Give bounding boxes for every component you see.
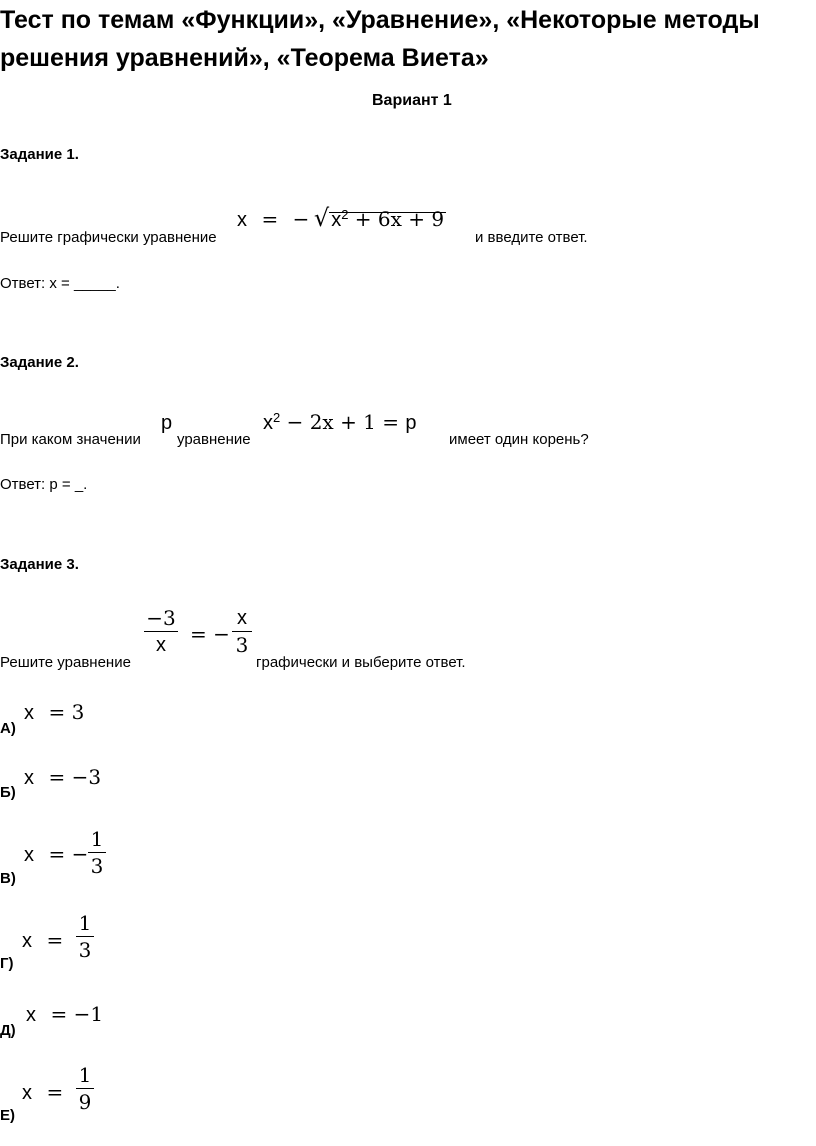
option-c-equation: x = − bbox=[24, 842, 89, 866]
option-d-label: Г) bbox=[0, 955, 14, 972]
option-a-equation: x = 3 bbox=[24, 700, 85, 724]
radicand: $x^2 + 6x + 9$ bbox=[331, 207, 445, 231]
task-1-equation bbox=[237, 204, 446, 234]
option-b-label: Б) bbox=[0, 784, 16, 801]
task-3-text-before: Решите уравнение bbox=[0, 654, 131, 671]
task-3-heading: Задание 3. bbox=[0, 556, 79, 573]
option-b-equation: x = −3 bbox=[24, 765, 102, 789]
task-2-equation: $x^2 - 2x + 1 = p$ bbox=[263, 410, 417, 434]
task-3-left-fraction: −3 x bbox=[144, 607, 178, 656]
task-1-heading: Задание 1. bbox=[0, 146, 79, 163]
eq-lhs: x bbox=[237, 209, 247, 231]
page-title-line-1: Тест по темам «Функции», «Уравнение», «Некоторые методы bbox=[0, 6, 760, 34]
option-d-fraction: 1 3 bbox=[76, 912, 94, 961]
option-c-fraction: 1 3 bbox=[88, 828, 106, 877]
variant-heading: Вариант 1 bbox=[372, 92, 452, 109]
option-c-label: В) bbox=[0, 870, 16, 887]
task-2-text-3: имеет один корень? bbox=[449, 431, 589, 448]
task-2-text-1: При каком значении bbox=[0, 431, 141, 448]
eq-equals: = bbox=[261, 207, 279, 231]
option-a-label: А) bbox=[0, 720, 16, 737]
task-3-right-fraction: x 3 bbox=[232, 607, 252, 656]
eq-minus: − bbox=[292, 207, 310, 231]
option-f-fraction: 1 9 bbox=[76, 1064, 94, 1113]
task-1-text-before: Решите графически уравнение bbox=[0, 229, 217, 246]
task-2-text-2: уравнение bbox=[177, 431, 251, 448]
task-2-answer: Ответ: p = _. bbox=[0, 476, 88, 493]
option-e-label: Д) bbox=[0, 1022, 16, 1039]
page-title-line-2: решения уравнений», «Теорема Виета» bbox=[0, 44, 489, 72]
option-e-equation: x = −1 bbox=[26, 1002, 104, 1026]
option-f-label: Е) bbox=[0, 1107, 15, 1124]
task-1-text-after: и введите ответ. bbox=[475, 229, 588, 246]
task-3-text-after: графически и выберите ответ. bbox=[256, 654, 466, 671]
task-3-equals-minus: = − bbox=[190, 622, 230, 646]
option-d-equation: x = bbox=[22, 928, 64, 952]
task-1-answer: Ответ: x = _____. bbox=[0, 275, 120, 292]
sqrt-symbol: √ bbox=[313, 204, 330, 232]
task-2-param: p bbox=[161, 412, 173, 434]
option-f-equation: x = bbox=[22, 1080, 64, 1104]
task-2-heading: Задание 2. bbox=[0, 354, 79, 371]
